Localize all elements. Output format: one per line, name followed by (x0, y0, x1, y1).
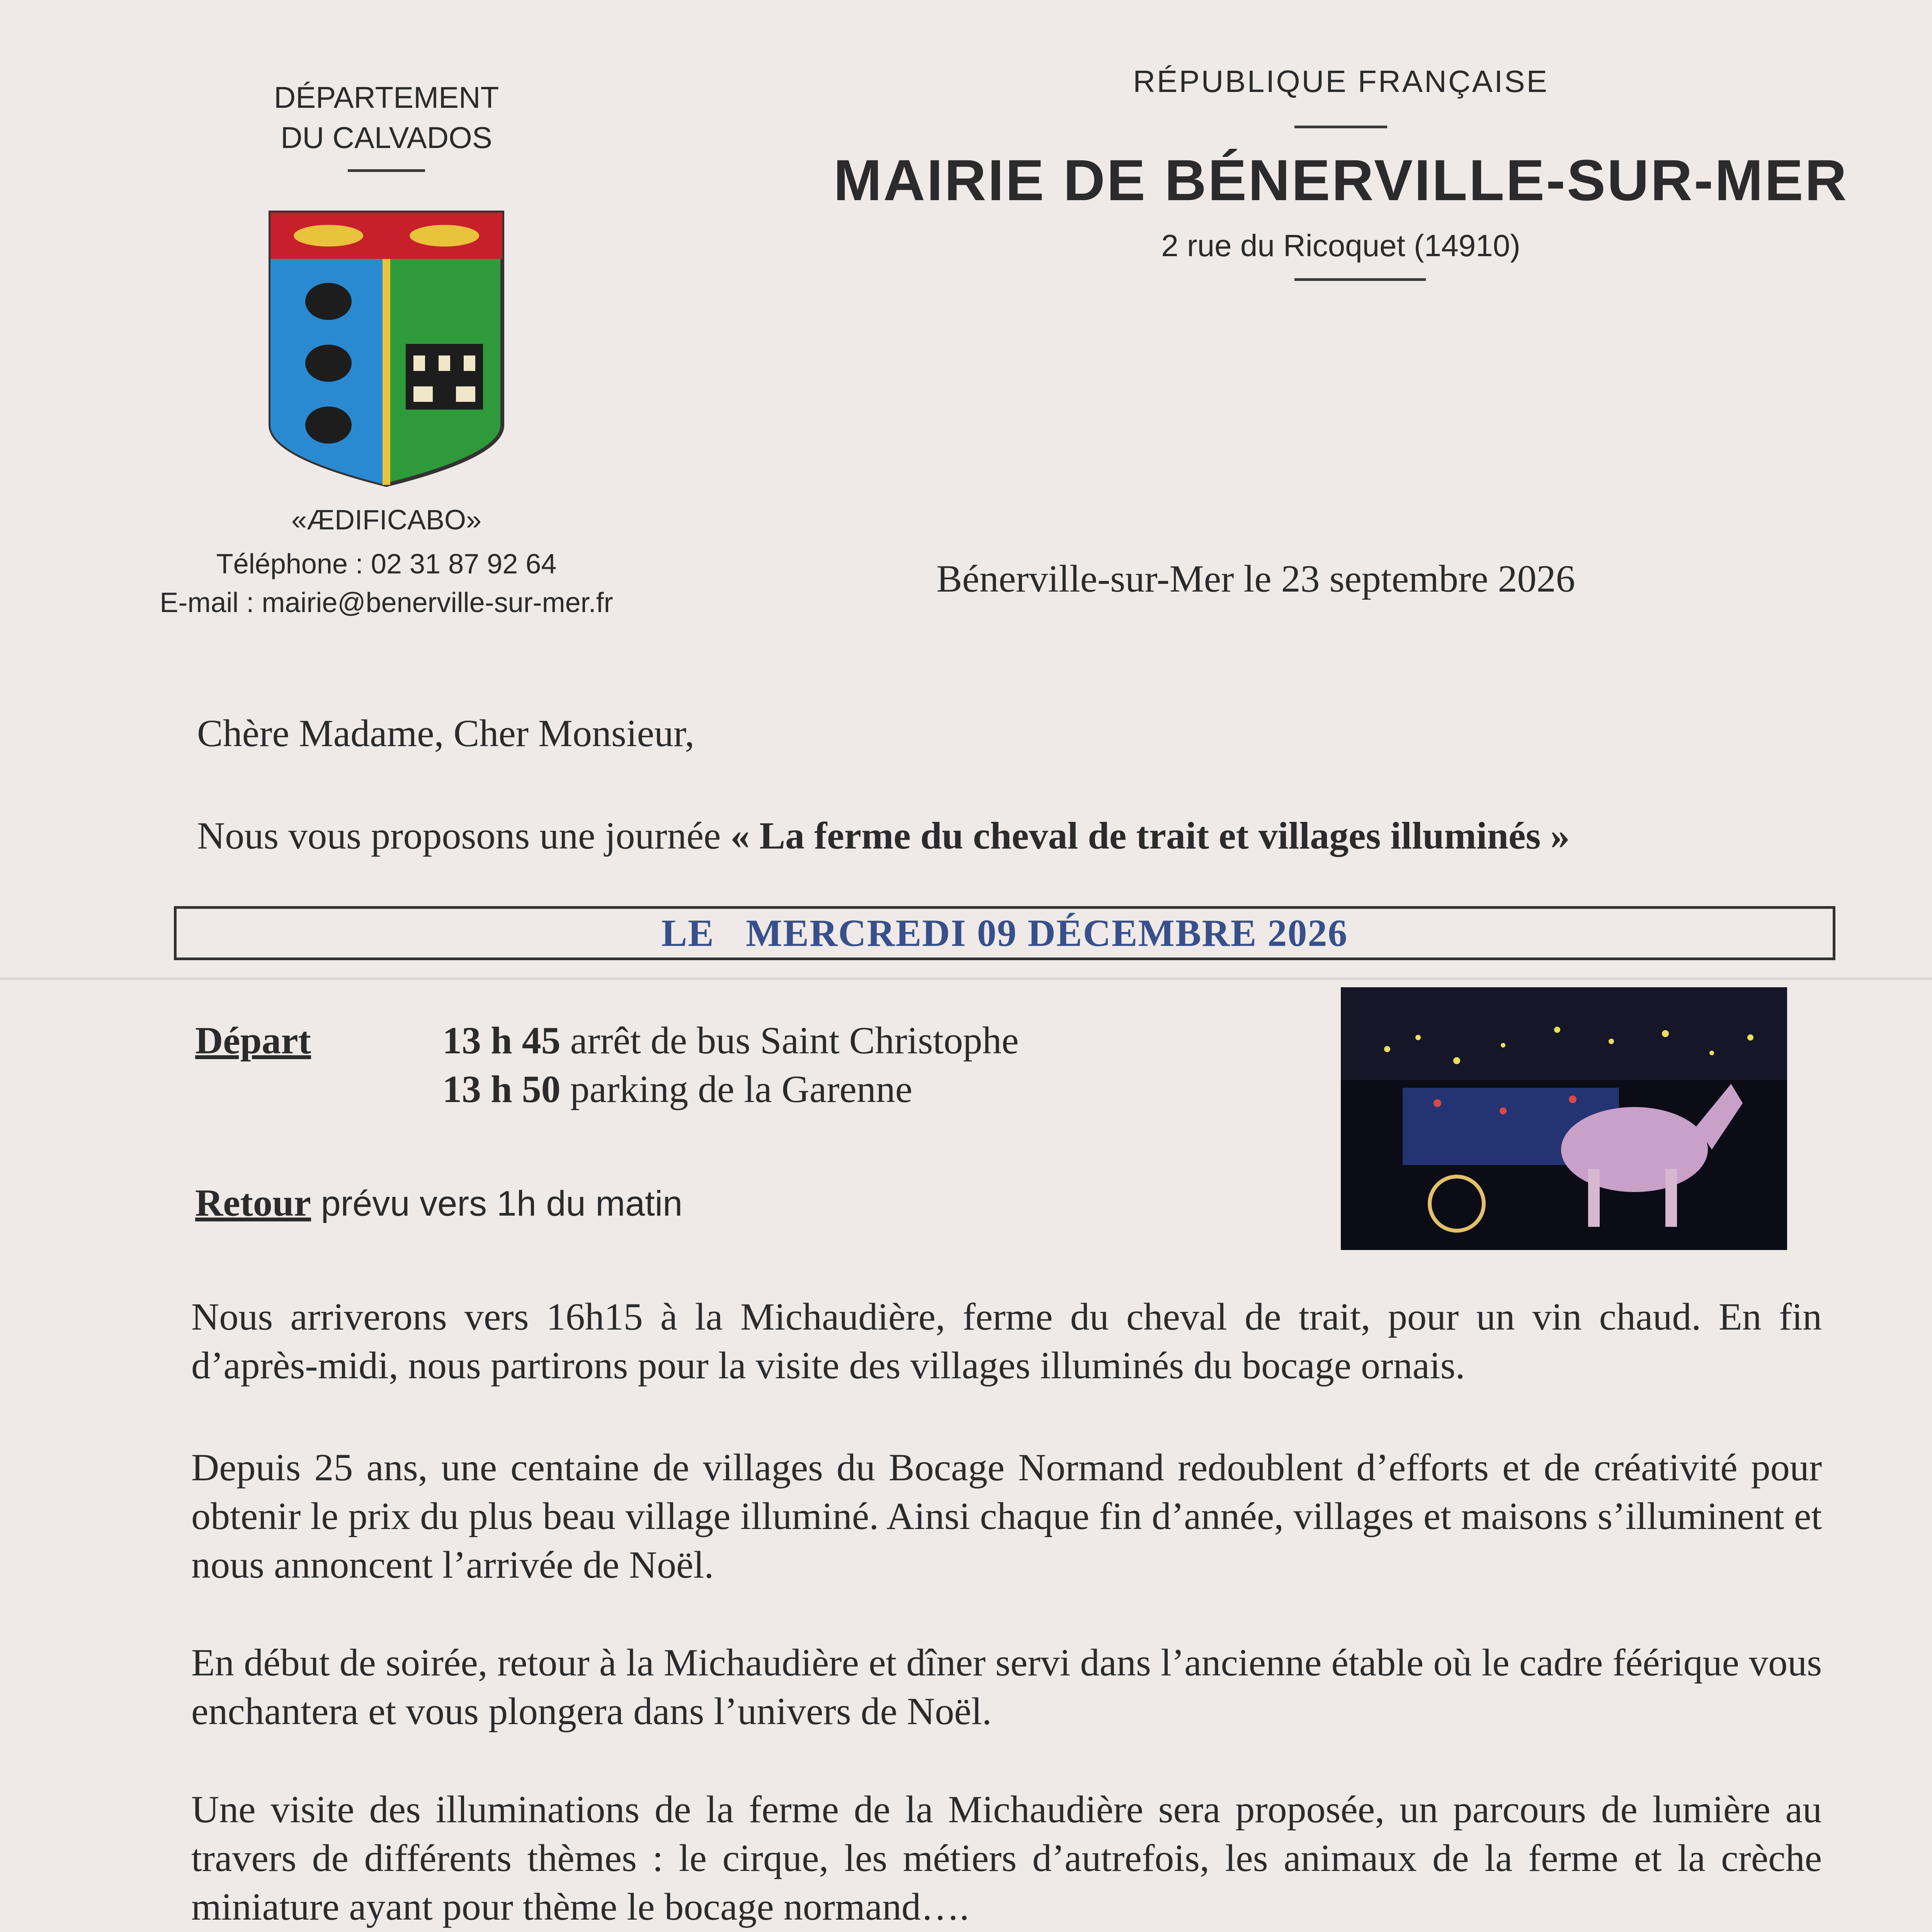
paragraph-arrival: Nous arriverons vers 16h15 à la Michaudière, ferme du cheval de trait, pour un vin chaud. En fin d’après-midi, nous partirons pour la visite des villages illuminés du bocage ornais. (191, 1295, 1822, 1387)
salutation: Chère Madame, Cher Monsieur, (197, 712, 695, 755)
motto: «ÆDIFICABO» (291, 505, 482, 536)
paragraph-villages: Depuis 25 ans, une centaine de villages du Bocage Normand redoublent d’efforts et de créativité pour obtenir le prix du plus beau village illuminé. Ainsi chaque fin d’année, villages et maisons s’illuminent et nous annoncent l’arrivée de Noël. (191, 1446, 1822, 1586)
departure-label-text: Départ (195, 1019, 311, 1062)
intro-text: Nous vous proposons une journée (197, 814, 731, 857)
contact-block (116, 545, 657, 622)
return-text: prévu vers 1h du matin (311, 1184, 683, 1223)
return-label: Retour (195, 1181, 311, 1224)
departure-times (442, 1016, 1293, 1114)
paper-fold (0, 978, 1932, 980)
return-line (195, 1179, 682, 1228)
departure-place-2: parking de la Garenne (560, 1068, 913, 1111)
department-block (216, 77, 556, 172)
paragraph-visit: Une visite des illuminations de la ferme de la Michaudière sera proposée, un parcours de lumière au travers de différents thèmes : le cirque, les métiers d’autrefois, les animaux de la ferme et la crèche miniature ayant pour thème le bocage normand…. (191, 1788, 1822, 1928)
departure-label (195, 1016, 311, 1065)
republic-label: RÉPUBLIQUE FRANÇAISE (1133, 64, 1549, 99)
coat-of-arms-icon (267, 209, 506, 487)
event-date-box (174, 906, 1835, 960)
departure-place-1: arrêt de bus Saint Christophe (560, 1019, 1019, 1062)
department-line1: DÉPARTEMENT (274, 80, 499, 114)
telephone: Téléphone : 02 31 87 92 64 (216, 549, 557, 580)
paragraph-dinner: En début de soirée, retour à la Michaudière et dîner servi dans l’ancienne étable où le cadre féérique vous enchantera et vous plongera dans l’univers de Noël. (191, 1641, 1822, 1733)
intro (197, 811, 1859, 860)
divider (1294, 126, 1387, 128)
departure-time-2: 13 h 50 (442, 1068, 561, 1111)
department-line2: DU CALVADOS (281, 121, 492, 155)
divider (1294, 278, 1426, 281)
address: 2 rue du Ricoquet (14910) (1161, 228, 1520, 263)
email[interactable]: E-mail : mairie@benerville-sur-mer.fr (160, 587, 613, 618)
page-title: MAIRIE DE BÉNERVILLE-SUR-MER (833, 148, 1849, 213)
place-date: Bénerville-sur-Mer le 23 septembre 2026 (936, 557, 1575, 600)
event-date: LE MERCREDI 09 DÉCEMBRE 2026 (661, 912, 1348, 954)
divider (348, 169, 425, 172)
illuminations-photo (1341, 987, 1787, 1250)
event-title: « La ferme du cheval de trait et villages illuminés » (730, 814, 1570, 857)
departure-time-1: 13 h 45 (442, 1019, 561, 1062)
